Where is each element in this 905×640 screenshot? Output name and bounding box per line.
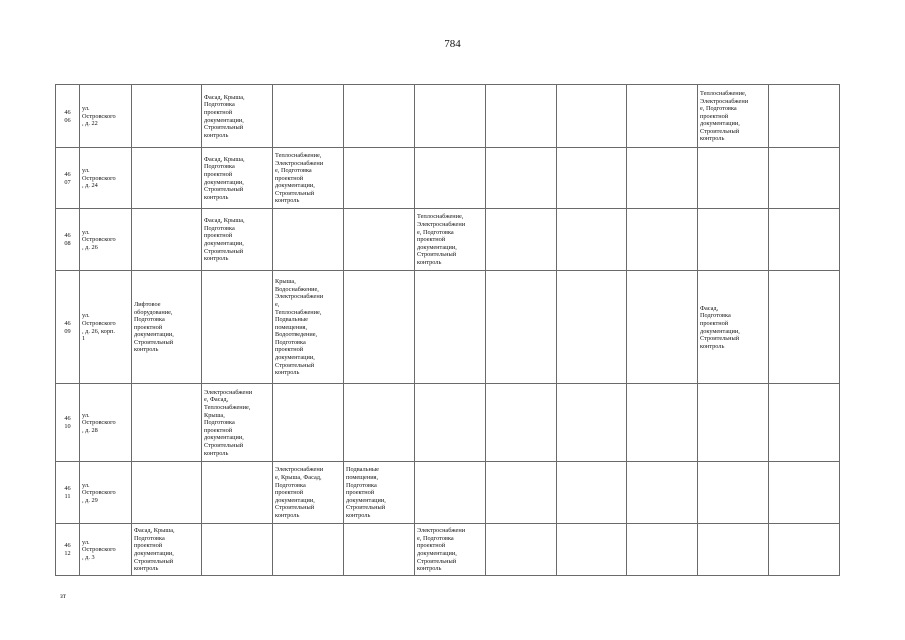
work-cell (486, 271, 557, 384)
work-cell (486, 462, 557, 524)
work-cell (415, 462, 486, 524)
row-number: 46 11 (56, 462, 80, 524)
address-cell: ул. Островского , д. 24 (80, 148, 132, 209)
address-cell: ул. Островского , д. 26 (80, 209, 132, 271)
work-cell: Теплоснабжение, Электроснабжени е, Подготовка проектной документации, Строительный контроль (698, 85, 769, 148)
work-cell (202, 462, 273, 524)
work-cell (698, 524, 769, 576)
work-cell (769, 148, 840, 209)
work-cell (273, 85, 344, 148)
work-cell (627, 524, 698, 576)
work-cell: Фасад, Крыша, Подготовка проектной документации, Строительный контроль (202, 85, 273, 148)
work-cell (486, 148, 557, 209)
row-number: 46 09 (56, 271, 80, 384)
work-cell (344, 85, 415, 148)
work-cell (486, 85, 557, 148)
work-cell (415, 148, 486, 209)
row-number: 46 08 (56, 209, 80, 271)
work-cell (132, 148, 202, 209)
work-cell: Фасад, Крыша, Подготовка проектной документации, Строительный контроль (202, 148, 273, 209)
work-cell: Крыша, Водоснабжение, Электроснабжени е, Теплоснабжение, Подвальные помещения, Водоотведение, Подготовка проектной документации, Строительный контроль (273, 271, 344, 384)
work-cell (415, 271, 486, 384)
table-row (56, 148, 840, 209)
work-cell (557, 384, 627, 462)
work-cell (486, 209, 557, 271)
work-cell (557, 271, 627, 384)
work-cell: Фасад, Подготовка проектной документации, Строительный контроль (698, 271, 769, 384)
work-cell (769, 271, 840, 384)
work-cell (557, 148, 627, 209)
row-number: 46 06 (56, 85, 80, 148)
address-cell: ул. Островского , д. 28 (80, 384, 132, 462)
work-cell: Теплоснабжение, Электроснабжени е, Подготовка проектной документации, Строительный контроль (415, 209, 486, 271)
work-cell (486, 384, 557, 462)
work-cell (627, 148, 698, 209)
work-cell (698, 462, 769, 524)
address-cell: ул. Островского , д. 3 (80, 524, 132, 576)
row-number: 46 07 (56, 148, 80, 209)
work-cell (132, 209, 202, 271)
work-cell: Электроснабжени е, Подготовка проектной документации, Строительный контроль (415, 524, 486, 576)
work-cell (557, 524, 627, 576)
work-cell (273, 384, 344, 462)
work-cell (698, 384, 769, 462)
work-cell: Теплоснабжение, Электроснабжени е, Подготовка проектной документации, Строительный контроль (273, 148, 344, 209)
work-cell: Электроснабжени е, Фасад, Теплоснабжение, Крыша, Подготовка проектной документации, Строительный контроль (202, 384, 273, 462)
work-cell (202, 524, 273, 576)
page-number: 784 (444, 38, 461, 50)
work-schedule-table (55, 84, 840, 576)
work-cell (415, 85, 486, 148)
work-cell (769, 384, 840, 462)
work-cell (344, 271, 415, 384)
work-cell (344, 524, 415, 576)
work-cell (132, 384, 202, 462)
work-cell (132, 462, 202, 524)
table-row (56, 384, 840, 462)
work-cell (273, 209, 344, 271)
footer-mark: зт (60, 592, 66, 600)
work-cell (132, 85, 202, 148)
address-cell: ул. Островского , д. 29 (80, 462, 132, 524)
row-number: 46 12 (56, 524, 80, 576)
work-cell (769, 462, 840, 524)
work-cell (557, 462, 627, 524)
work-cell (273, 524, 344, 576)
work-cell (698, 148, 769, 209)
work-cell (415, 384, 486, 462)
work-cell (627, 271, 698, 384)
work-cell: Подвальные помещения, Подготовка проектной документации, Строительный контроль (344, 462, 415, 524)
work-cell: Фасад, Крыша, Подготовка проектной документации, Строительный контроль (132, 524, 202, 576)
work-cell (202, 271, 273, 384)
work-cell (557, 85, 627, 148)
address-cell: ул. Островского , д. 26, корп. 1 (80, 271, 132, 384)
work-cell (769, 85, 840, 148)
work-cell (627, 384, 698, 462)
work-cell: Фасад, Крыша, Подготовка проектной документации, Строительный контроль (202, 209, 273, 271)
work-cell (769, 524, 840, 576)
table-row (56, 462, 840, 524)
work-cell (557, 209, 627, 271)
table-row (56, 209, 840, 271)
table-row (56, 271, 840, 384)
work-cell (344, 384, 415, 462)
work-cell: Лифтовое оборудование, Подготовка проектной документации, Строительный контроль (132, 271, 202, 384)
work-cell (627, 209, 698, 271)
row-number: 46 10 (56, 384, 80, 462)
work-cell (627, 462, 698, 524)
address-cell: ул. Островского , д. 22 (80, 85, 132, 148)
table-row (56, 85, 840, 148)
work-cell (344, 148, 415, 209)
work-cell (486, 524, 557, 576)
work-cell (344, 209, 415, 271)
work-cell (627, 85, 698, 148)
work-cell (769, 209, 840, 271)
work-cell: Электроснабжени е, Крыша, Фасад, Подготовка проектной документации, Строительный контроль (273, 462, 344, 524)
work-cell (698, 209, 769, 271)
table-row (56, 524, 840, 576)
